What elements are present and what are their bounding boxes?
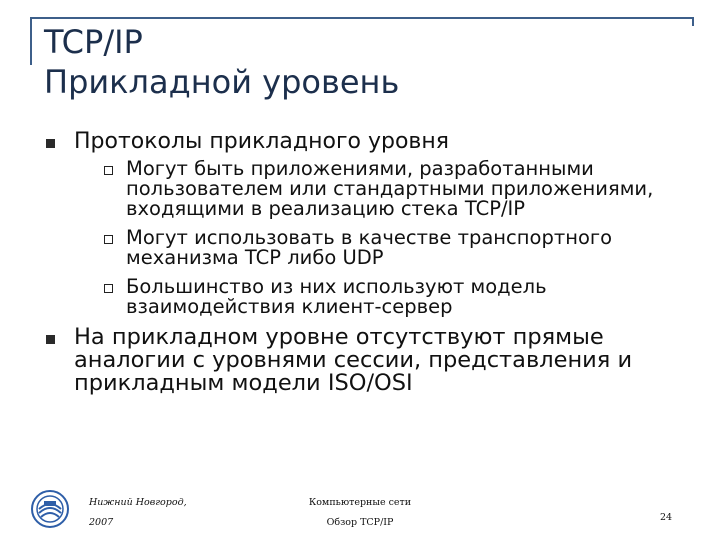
footer-course-subtitle: Обзор TCP/IP: [326, 517, 394, 528]
footer-course-title: Компьютерные сети: [308, 497, 412, 508]
page-number: 24: [660, 512, 673, 523]
sub-bullet-text: Могут использовать в качестве транспортного механизма TCP либо UDP: [126, 226, 613, 269]
university-logo-icon: [30, 489, 70, 529]
square-bullet-icon: [46, 335, 55, 344]
footer-year: 2007: [89, 517, 114, 528]
footer-location: [89, 493, 187, 533]
title-line-2: Прикладной уровень: [44, 63, 400, 101]
hollow-square-bullet-icon: [104, 284, 113, 293]
slide-title: [44, 22, 684, 102]
bullet-item: [44, 130, 694, 317]
bullet-text: Протоколы прикладного уровня: [74, 129, 449, 154]
sub-bullet-item: [74, 159, 694, 219]
sub-bullet-text: Большинство из них используют модель взаимодействия клиент-сервер: [126, 275, 547, 318]
slide-content: [44, 130, 694, 395]
frame-left-line: [30, 17, 32, 65]
frame-right-line: [692, 17, 694, 26]
footer-city: Нижний Новгород,: [89, 497, 187, 508]
sub-bullet-list: [74, 159, 694, 317]
bullet-item: [44, 326, 694, 395]
hollow-square-bullet-icon: [104, 235, 113, 244]
hollow-square-bullet-icon: [104, 166, 113, 175]
sub-bullet-item: [74, 228, 694, 268]
sub-bullet-item: [74, 277, 694, 317]
footer-course: [290, 493, 430, 533]
sub-bullet-text: Могут быть приложениями, разработанными пользователем или стандартными приложениями, входящими в реализацию стека TCP/IP: [126, 157, 654, 220]
bullet-text: На прикладном уровне отсутствуют прямые аналогии с уровнями сессии, представления и прикладным модели ISO/OSI: [74, 324, 633, 396]
title-line-1: TCP/IP: [44, 23, 143, 61]
square-bullet-icon: [46, 139, 55, 148]
frame-top-line: [30, 17, 694, 19]
